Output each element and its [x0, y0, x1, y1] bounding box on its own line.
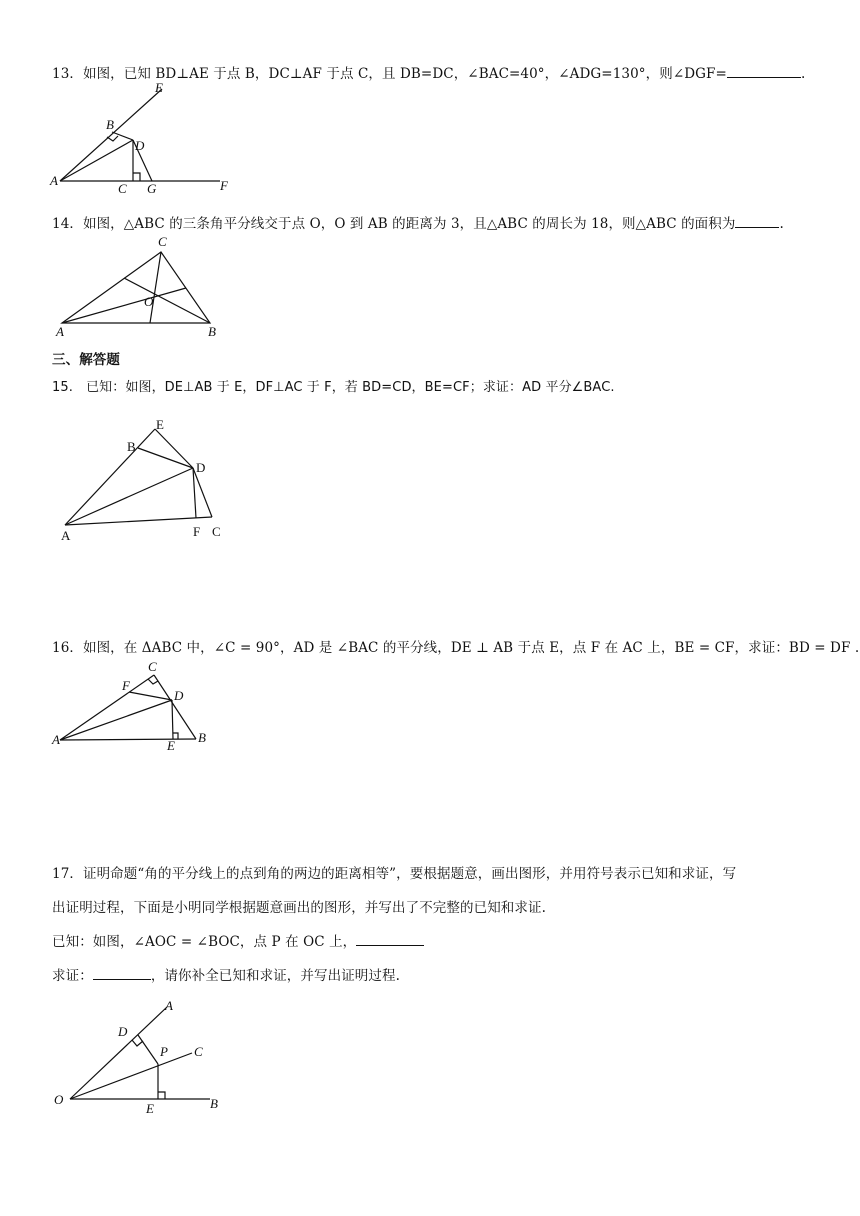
q15-text [52, 376, 615, 395]
q14-label-b: B [208, 324, 216, 339]
q16-label-b: B [198, 730, 206, 745]
q17-right-angle-e [158, 1092, 165, 1099]
q13-segment-ad [60, 140, 133, 181]
q13-label-a: A [50, 173, 58, 188]
q15-segment-ed [155, 429, 193, 468]
q13-label-g: G [147, 181, 157, 196]
q16-text [52, 636, 859, 656]
q16-bisector-ad [60, 700, 172, 740]
q13-figure [50, 80, 250, 196]
q16-side-ab [60, 739, 196, 740]
q17-given [52, 930, 424, 950]
q17-figure [50, 995, 240, 1125]
q16-label-a: A [52, 732, 60, 747]
q15-line-ac [65, 517, 212, 525]
q17-label-c: C [194, 1044, 203, 1059]
q14-label-o: O [144, 294, 154, 309]
q17-label-e: E [146, 1101, 154, 1116]
q13-answer-blank[interactable] [727, 65, 801, 78]
q17-ray-oa [70, 1007, 167, 1099]
q15-label-f: F [193, 524, 201, 539]
q14-label-c: C [158, 234, 167, 249]
q13-text: 13．如图，已知 BD⊥AE 于点 B，DC⊥AF 于点 C，且 DB=DC，∠BAC=40°，∠ADG=130°，则∠DGF= . [52, 66, 806, 82]
q15-label-d: D [196, 460, 206, 475]
q15-label-e: E [156, 417, 164, 432]
q15-label-c: C [212, 524, 221, 539]
section-heading: 三、解答题 [52, 352, 120, 368]
q15-label-b: B [127, 439, 136, 454]
q13-label-c: C [118, 181, 127, 196]
q13-ray-ae [60, 89, 162, 181]
q15-label-a: A [61, 528, 71, 543]
q13-statement: 13．如图，已知 BD⊥AE 于点 B，DC⊥AF 于点 C，且 DB=DC，∠BAC=40°，∠ADG=130°，则∠DGF= [52, 66, 727, 82]
q14-triangle-abc [62, 252, 210, 323]
q13-right-angle-c [133, 173, 140, 181]
q17-ray-oc [70, 1053, 192, 1099]
q16-label-d: D [174, 688, 184, 703]
q13-label-e: E [155, 80, 163, 95]
q15-line-ae [65, 429, 155, 525]
q13-label-b: B [106, 117, 114, 132]
q16-label-f: F [122, 678, 130, 693]
q17-label-o: O [54, 1092, 64, 1107]
q17-label-b: B [210, 1096, 218, 1111]
q14-answer-blank[interactable] [735, 215, 779, 228]
q14-bisector-a [62, 288, 186, 323]
q15-statement: 15. 已知：如图，DE⊥AB 于 E，DF⊥AC 于 F，若 BD=CD，BE=CF；求证：AD 平分∠BAC. [52, 380, 615, 395]
q14-bisector-b [124, 278, 210, 323]
q17-segment-dp [138, 1035, 158, 1064]
q14-bisector-c [150, 252, 161, 323]
q13-label-f: F [220, 178, 228, 193]
q17-prove: 求证： ，请你补全已知和求证，并写出证明过程. [52, 968, 401, 984]
q17-given-text: 已知：如图，∠AOC = ∠BOC，点 P 在 OC 上， [52, 934, 357, 950]
q16-segment-de [172, 700, 173, 739]
q17-line1: 17．证明命题“角的平分线上的点到角的两边的距离相等”，要根据题意，画出图形，并用符号表示已知和求证，写 [52, 866, 737, 882]
q16-label-c: C [148, 659, 157, 674]
q16-statement: 16．如图，在 ΔABC 中，∠C = 90°，AD 是 ∠BAC 的平分线，DE ⊥ AB 于点 E，点 F 在 AC 上，BE = CF，求证：BD = DF . [52, 640, 860, 656]
q14-figure [50, 234, 230, 344]
q16-label-e: E [167, 738, 175, 753]
q15-segment-ad [65, 468, 193, 525]
q14-statement: 14．如图，△ABC 的三条角平分线交于点 O，O 到 AB 的距离为 3，且△ABC 的周长为 18，则△ABC 的面积为 [52, 216, 736, 232]
q17-given-blank[interactable] [356, 933, 424, 946]
q16-side-cb [154, 675, 196, 739]
q16-side-ac [60, 675, 154, 740]
q17-prove-blank[interactable] [93, 967, 151, 980]
q15-figure [55, 415, 235, 545]
q16-figure [50, 660, 220, 755]
q17-label-p: P [160, 1044, 168, 1059]
q17-label-d: D [118, 1024, 128, 1039]
q14-label-a: A [56, 324, 64, 339]
q15-segment-bd [138, 448, 193, 468]
q13-label-d: D [135, 138, 145, 153]
q17-label-a: A [165, 998, 173, 1013]
q17-line2: 出证明过程，下面是小明同学根据题意画出的图形，并写出了不完整的已知和求证. [52, 900, 546, 916]
q14-text: 14．如图，△ABC 的三条角平分线交于点 O，O 到 AB 的距离为 3，且△ABC 的周长为 18，则△ABC 的面积为 . [52, 216, 784, 232]
